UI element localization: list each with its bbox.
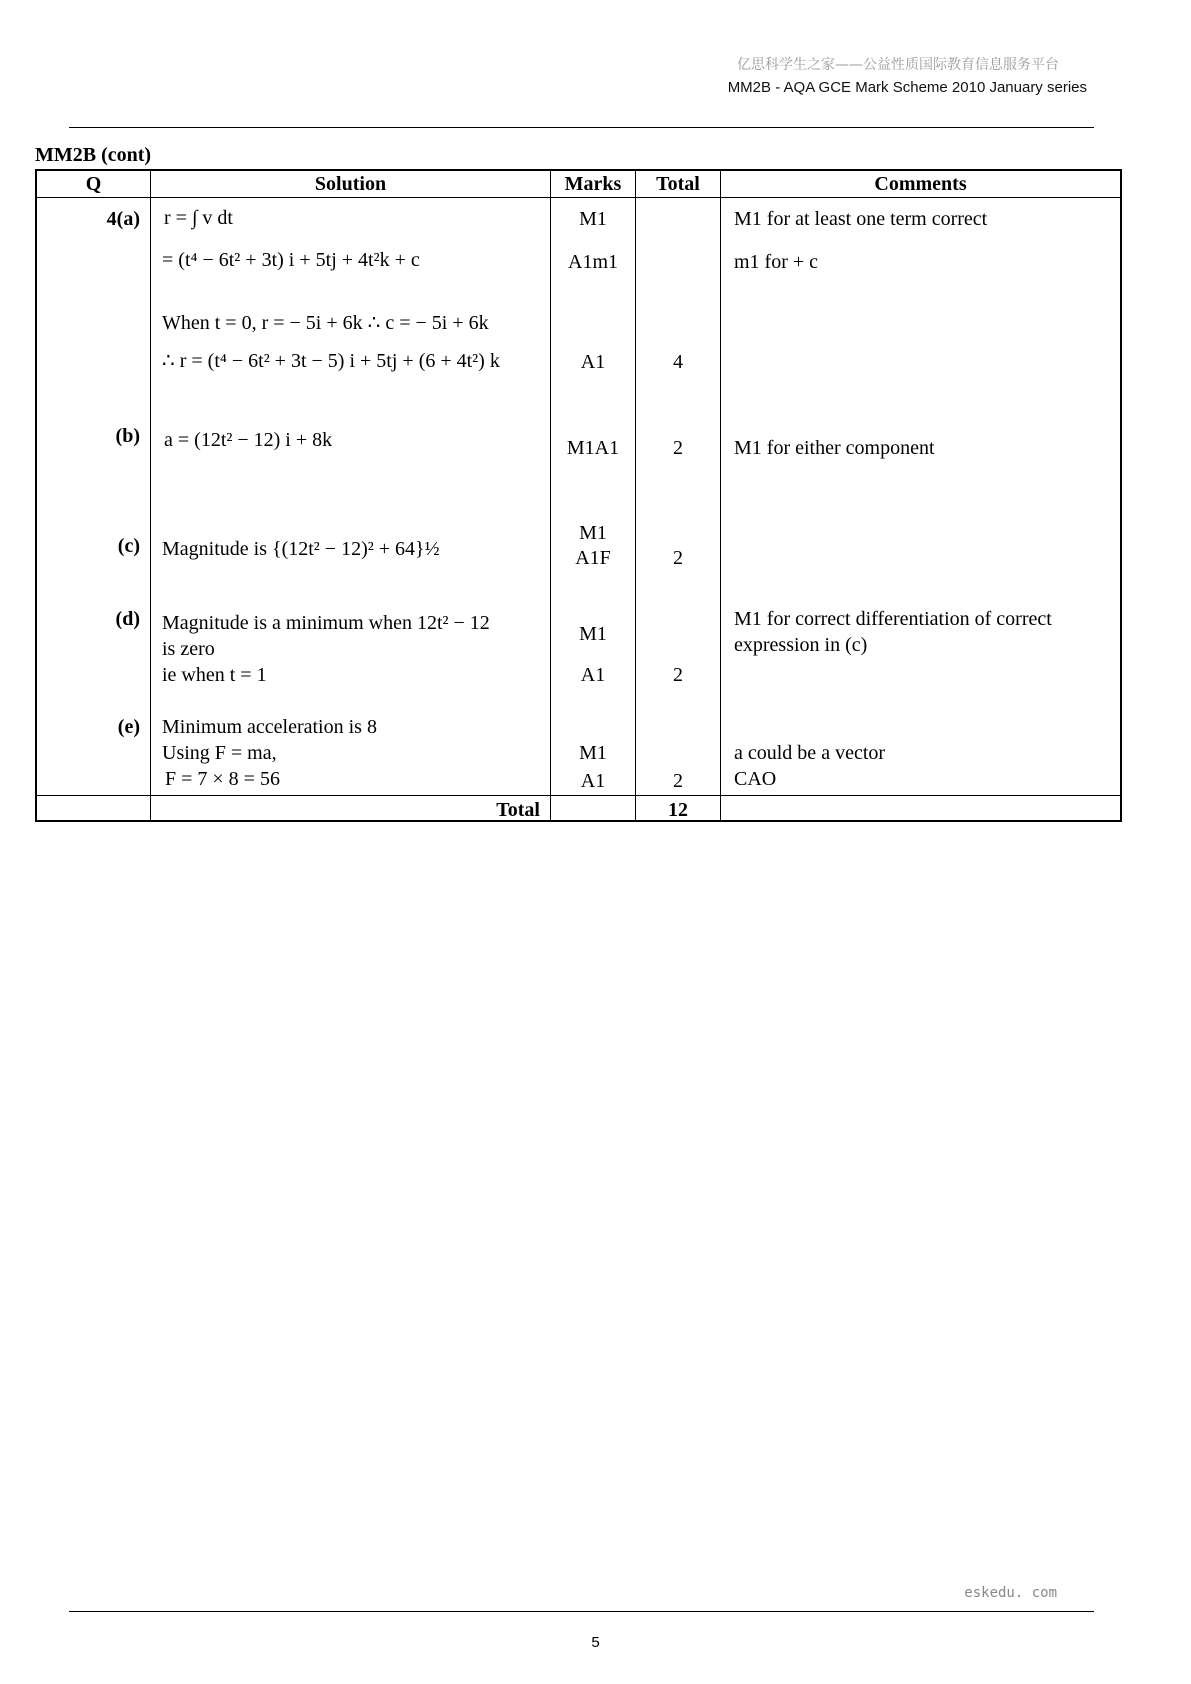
solution-line: Magnitude is a minimum when 12t² − 12 (162, 612, 490, 634)
solution-line: a = (12t² − 12) i + 8k (164, 429, 333, 451)
total-label: Total (496, 799, 540, 821)
header-rule (69, 127, 1094, 128)
header-source-line: 亿思科学生之家——公益性质国际教育信息服务平台 (737, 57, 1059, 73)
solution-line: ie when t = 1 (162, 664, 267, 686)
solution-line: F = 7 × 8 = 56 (165, 768, 280, 790)
total-marks: 2 (673, 770, 683, 792)
comment-line: M1 for at least one term correct (734, 208, 988, 230)
grand-total: 12 (668, 799, 688, 821)
mark-code: A1 (580, 770, 606, 792)
column-header-marks: Marks (564, 173, 622, 195)
comment-line: expression in (c) (734, 634, 868, 656)
mark-code: M1A1 (566, 437, 620, 459)
total-marks: 2 (673, 437, 683, 459)
comment-line: m1 for + c (734, 251, 819, 273)
question-label: 4(a) (106, 208, 140, 230)
column-header-total: Total (656, 173, 700, 195)
question-label: (d) (115, 608, 140, 630)
solution-line: ∴ r = (t⁴ − 6t² + 3t − 5) i + 5tj + (6 + 4t²) k (162, 350, 500, 372)
section-title: MM2B (cont) (35, 144, 152, 166)
header-row-divider (35, 197, 1122, 198)
total-marks: 2 (673, 664, 683, 686)
question-label: (e) (117, 716, 140, 738)
comment-line: CAO (734, 768, 777, 790)
page-number: 5 (591, 1634, 600, 1651)
mark-code: A1 (580, 664, 606, 686)
solution-line: r = ∫ v dt (164, 207, 233, 229)
solution-line: is zero (162, 638, 215, 660)
solution-line: Magnitude is {(12t² − 12)² + 64}½ (162, 538, 440, 560)
mark-code: M1 (579, 623, 607, 645)
total-row-divider (35, 795, 1122, 796)
header-document-title: MM2B - AQA GCE Mark Scheme 2010 January series (727, 79, 1087, 96)
column-divider (150, 169, 151, 822)
column-header-comments: Comments (874, 173, 967, 195)
question-label: (c) (117, 535, 140, 557)
solution-line: Using F = ma, (162, 742, 277, 764)
comment-line: M1 for either component (734, 437, 935, 459)
column-header-q: Q (85, 173, 102, 195)
question-label: (b) (115, 425, 140, 447)
comment-line: a could be a vector (734, 742, 886, 764)
mark-code: M1 (579, 522, 607, 544)
solution-line: = (t⁴ − 6t² + 3t) i + 5tj + 4t²k + c (162, 249, 420, 271)
footer-site: eskedu. com (964, 1585, 1057, 1601)
column-divider (635, 169, 636, 822)
solution-line: When t = 0, r = − 5i + 6k ∴ c = − 5i + 6k (162, 312, 489, 334)
footer-rule (69, 1611, 1094, 1612)
column-header-solution: Solution (314, 173, 387, 195)
mark-code: A1F (575, 547, 611, 569)
mark-code: M1 (579, 208, 607, 230)
solution-line: Minimum acceleration is 8 (162, 716, 377, 738)
comment-line: M1 for correct differentiation of correct (734, 608, 1052, 630)
mark-code: A1 (580, 351, 606, 373)
total-marks: 4 (673, 351, 683, 373)
column-divider (720, 169, 721, 822)
total-marks: 2 (673, 547, 683, 569)
mark-code: A1m1 (568, 251, 618, 273)
mark-code: M1 (579, 742, 607, 764)
